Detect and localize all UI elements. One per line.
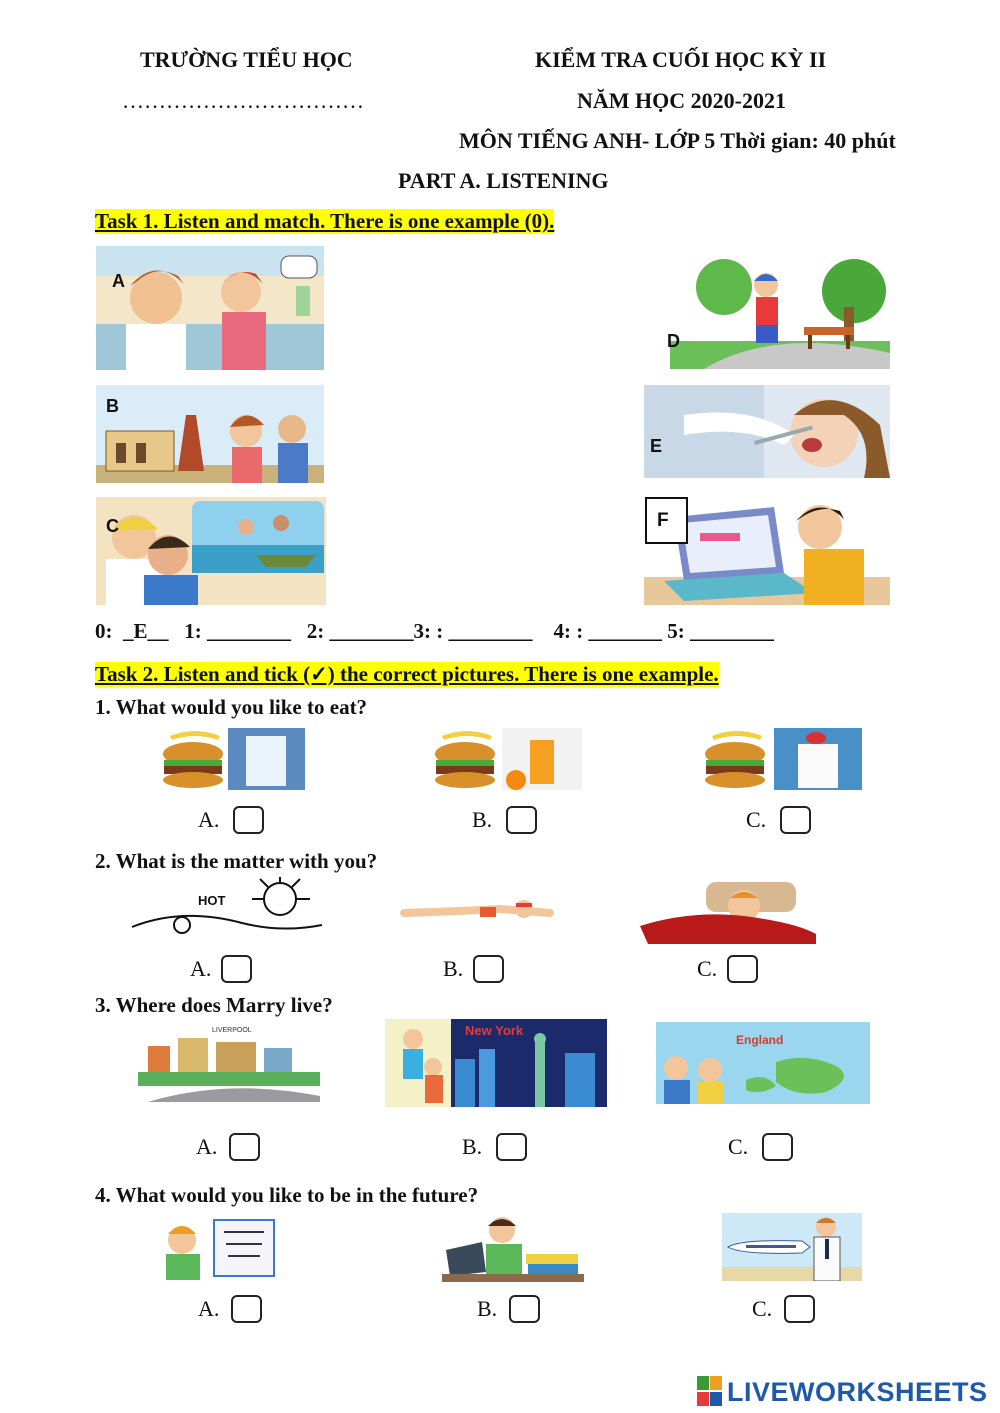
part-title: PART A. LISTENING: [398, 168, 609, 193]
q3-picture-c: [656, 1022, 870, 1104]
burger-orange-juice-icon: [432, 728, 582, 790]
question-2: 2. What is the matter with you?: [95, 849, 378, 873]
picture-a-label: A: [112, 271, 125, 291]
hot-text: HOT: [198, 893, 226, 908]
q2-picture-a: [122, 877, 334, 945]
q2-option-a: [190, 955, 252, 983]
q2-checkbox-a[interactable]: [221, 955, 252, 983]
q1-checkbox-c[interactable]: [780, 806, 811, 834]
school-name-blank: ……………………………: [122, 88, 364, 113]
picture-c-label: C: [106, 516, 119, 536]
picture-c-beach-talk: [96, 497, 326, 605]
q2-checkbox-b[interactable]: [473, 955, 504, 983]
subject-line: MÔN TIẾNG ANH- LỚP 5 Thời gian: 40 phút: [459, 128, 896, 153]
school-year: NĂM HỌC 2020-2021: [577, 88, 786, 113]
pilot-airplane-icon: [722, 1213, 862, 1281]
picture-d-skating: [644, 257, 890, 369]
q3-option-b: [462, 1133, 527, 1161]
option-label: C.: [752, 1296, 773, 1321]
q3-checkbox-c[interactable]: [762, 1133, 793, 1161]
option-label: B.: [443, 956, 464, 981]
liveworksheets-logo: [697, 1376, 988, 1408]
hot-sun-sketch-icon: [122, 877, 334, 945]
beach-talk-scene-icon: [96, 497, 326, 605]
writer-laptop-icon: [442, 1214, 584, 1282]
dentist-scene-icon: [644, 385, 890, 478]
q2-picture-c: [638, 878, 820, 944]
eye-doctor-icon: [154, 1216, 278, 1280]
q3-option-c: [728, 1133, 793, 1161]
task2-title: Task 2. Listen and tick (✓) the correct pictures. There is one example.: [95, 662, 719, 686]
england-map-icon: [656, 1022, 870, 1104]
picture-b-sightseeing: [96, 385, 324, 483]
task1-answer-line[interactable]: 0: _E__ 1: ________ 2: ________3: : ________ 4: : _______ 5: ________: [95, 619, 774, 643]
q4-checkbox-b[interactable]: [509, 1295, 540, 1323]
q4-checkbox-c[interactable]: [784, 1295, 815, 1323]
q2-option-b: [443, 955, 504, 983]
q3-option-a: [196, 1133, 260, 1161]
option-label: C.: [697, 956, 718, 981]
q3-picture-a: [138, 1022, 320, 1102]
england-text: England: [736, 1033, 784, 1047]
q4-option-b: [477, 1295, 540, 1323]
burger-milk-carton-icon: [160, 728, 305, 790]
question-1: 1. What would you like to eat?: [95, 695, 368, 719]
liverpool-city-icon: [138, 1022, 320, 1102]
q4-picture-a: [154, 1216, 278, 1280]
q1-option-a: [198, 806, 264, 834]
school-name: TRƯỜNG TIỂU HỌC: [140, 47, 353, 72]
q2-checkbox-c[interactable]: [727, 955, 758, 983]
kitchen-scene-icon: [96, 246, 324, 370]
question-4: 4. What would you like to be in the future?: [95, 1183, 479, 1207]
q2-picture-b: [400, 893, 560, 931]
sick-in-bed-icon: [638, 878, 820, 944]
q4-option-c: [752, 1295, 815, 1323]
picture-b-label: B: [106, 396, 119, 416]
new-york-text: New York: [465, 1023, 524, 1038]
option-label: C.: [728, 1134, 749, 1159]
option-label: A.: [190, 956, 212, 981]
q3-picture-b: [385, 1019, 607, 1107]
q1-picture-c: [702, 728, 862, 790]
liveworksheets-brand: LIVEWORKSHEETS: [727, 1376, 988, 1407]
q1-picture-b: [432, 728, 582, 790]
option-label: B.: [472, 807, 493, 832]
q2-option-c: [697, 955, 758, 983]
q1-option-b: [472, 806, 537, 834]
liveworksheets-mark-icon: [697, 1376, 723, 1408]
q4-picture-b: [442, 1214, 584, 1282]
burger-glass-of-milk-icon: [702, 728, 862, 790]
sightseeing-scene-icon: [96, 385, 324, 483]
task1-title: Task 1. Listen and match. There is one example (0).: [95, 209, 555, 233]
skating-park-scene-icon: [644, 257, 890, 369]
exam-title: KIỂM TRA CUỐI HỌC KỲ II: [535, 47, 827, 72]
picture-a-kitchen: [96, 246, 324, 370]
q3-checkbox-b[interactable]: [496, 1133, 527, 1161]
option-label: A.: [198, 807, 220, 832]
q4-checkbox-a[interactable]: [231, 1295, 262, 1323]
q3-checkbox-a[interactable]: [229, 1133, 260, 1161]
q4-option-a: [198, 1295, 262, 1323]
option-label: C.: [746, 807, 767, 832]
option-label: A.: [196, 1134, 218, 1159]
option-label: A.: [198, 1296, 220, 1321]
q1-picture-a: [160, 728, 305, 790]
option-label: B.: [477, 1296, 498, 1321]
picture-e-dentist: [644, 385, 890, 478]
q1-checkbox-b[interactable]: [506, 806, 537, 834]
question-3: 3. Where does Marry live?: [95, 993, 333, 1017]
picture-f-label: F: [657, 510, 669, 531]
new-york-city-icon: [385, 1019, 607, 1107]
picture-e-label: E: [650, 436, 663, 456]
q1-checkbox-a[interactable]: [233, 806, 264, 834]
option-label: B.: [462, 1134, 483, 1159]
swimming-boy-icon: [400, 893, 560, 931]
liverpool-text: LIVERPOOL: [212, 1027, 252, 1034]
picture-d-label: D: [667, 331, 680, 351]
q1-option-c: [746, 806, 811, 834]
q4-picture-c: [722, 1213, 862, 1281]
